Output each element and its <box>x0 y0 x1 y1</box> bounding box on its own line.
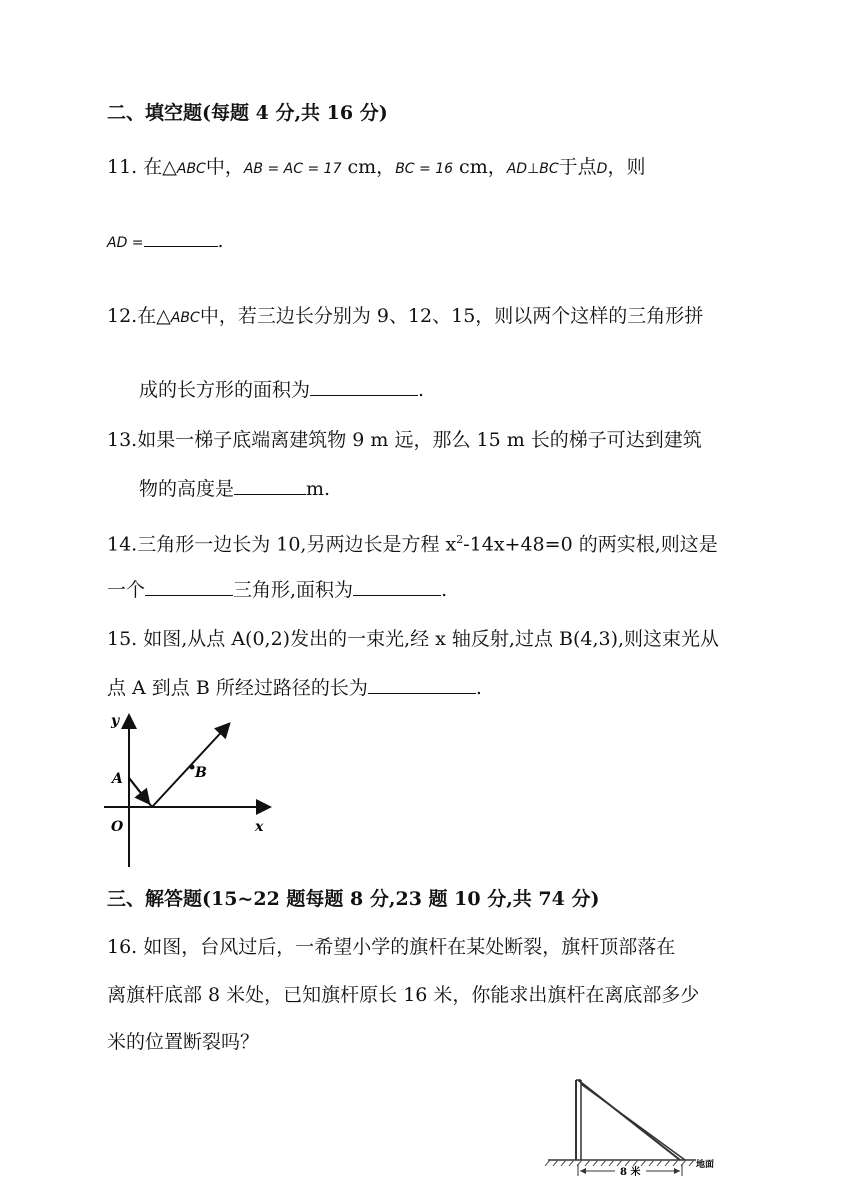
label-o: O <box>111 819 124 835</box>
q13-text: 13.如果一梯子底端离建筑物 9 m 远，那么 15 m 长的梯子可达到建筑 <box>107 429 702 451</box>
q14-text: . <box>441 579 448 601</box>
answer-blank[interactable] <box>145 577 233 596</box>
label-b: B <box>195 765 207 781</box>
label-distance: 8 米 <box>620 1167 641 1178</box>
label-y: y <box>111 713 120 729</box>
q11-text: . <box>217 230 224 252</box>
q13-text: m. <box>306 478 331 500</box>
q11-text: 中， <box>205 156 244 178</box>
ground-hatching <box>545 1160 694 1166</box>
question-12-line-1 <box>107 304 703 330</box>
answer-blank[interactable] <box>353 577 441 596</box>
q12-text: . <box>418 379 425 401</box>
question-11-line-2 <box>107 228 224 255</box>
q11-math-equation: AB = AC = 17 <box>243 161 342 177</box>
q16-text: 离旗杆底部 8 米处，已知旗杆原长 16 米，你能求出旗杆在离底部多少 <box>107 984 700 1006</box>
question-16-line-1 <box>107 935 675 959</box>
question-14-line-2 <box>107 577 447 602</box>
q11-text: ，则 <box>607 156 646 178</box>
q11-math-bc: BC = 16 <box>395 161 454 177</box>
label-a: A <box>112 771 123 787</box>
incident-ray-arrow <box>129 778 148 802</box>
q11-unit: cm， <box>453 156 507 178</box>
question-16-line-2 <box>107 983 699 1007</box>
flagpole-fallen-part-inner <box>581 1084 685 1160</box>
q15-text: . <box>475 677 482 699</box>
q15-text: 点 A 到点 B 所经过路径的长为 <box>107 677 368 699</box>
q11-unit: cm， <box>341 156 396 178</box>
q14-superscript: 2 <box>456 533 464 546</box>
question-13-line-1 <box>107 428 702 452</box>
q11-math-triangle: ABC <box>176 161 206 177</box>
question-11-line-1 <box>107 155 645 181</box>
q11-math-point: D <box>596 161 608 177</box>
broken-flagpole-figure <box>540 1074 740 1192</box>
section-heading-text: 二、填空题(每题 4 分,共 16 分) <box>107 102 388 124</box>
q16-text: 米的位置断裂吗？ <box>107 1031 260 1053</box>
question-15-line-1 <box>107 627 719 651</box>
q12-math-triangle: ABC <box>170 310 200 326</box>
q14-text: 14.三角形一边长为 10,另两边长是方程 x <box>107 533 457 556</box>
question-13-line-2 <box>139 476 330 501</box>
q11-math-ad: AD = <box>107 235 144 251</box>
answer-blank[interactable] <box>144 228 218 247</box>
q15-text: 15. 如图,从点 A(0,2)发出的一束光,经 x 轴反射,过点 B(4,3),则这束光从 <box>107 628 720 650</box>
q11-text: 11. 在△ <box>107 156 177 178</box>
q16-text: 16. 如图，台风过后，一希望小学的旗杆在某处断裂，旗杆顶部落在 <box>107 936 676 958</box>
q12-text: 成的长方形的面积为 <box>139 379 311 401</box>
q14-text: -14x+48=0 的两实根,则这是 <box>463 533 718 556</box>
q11-text: 于点 <box>558 156 597 178</box>
light-reflection-figure <box>100 705 280 875</box>
answer-blank[interactable] <box>234 476 306 495</box>
section-heading-fill-in <box>107 101 388 125</box>
answer-blank[interactable] <box>310 377 418 396</box>
question-14-line-1 <box>107 528 718 556</box>
section-heading-answer <box>107 887 599 911</box>
question-15-line-2 <box>107 675 482 700</box>
q14-text: 三角形,面积为 <box>233 579 354 601</box>
q11-math-perpendicular: AD⊥BC <box>506 161 559 177</box>
arrowhead-right-icon <box>674 1168 680 1174</box>
label-ground: 地面 <box>696 1160 715 1170</box>
q13-text: 物的高度是 <box>139 478 235 500</box>
label-x: x <box>255 819 264 835</box>
question-12-line-2 <box>139 377 424 402</box>
q14-text: 一个 <box>107 579 146 601</box>
q12-text: 12.在△ <box>107 305 171 327</box>
section-heading-text: 三、解答题(15~22 题每题 8 分,23 题 10 分,共 74 分) <box>107 888 600 910</box>
answer-blank[interactable] <box>368 675 476 694</box>
arrowhead-left-icon <box>580 1168 586 1174</box>
q12-text: 中，若三边长分别为 9、12、15，则以两个这样的三角形拼 <box>199 305 704 327</box>
point-b-dot <box>190 765 195 770</box>
question-16-line-3 <box>107 1030 259 1054</box>
